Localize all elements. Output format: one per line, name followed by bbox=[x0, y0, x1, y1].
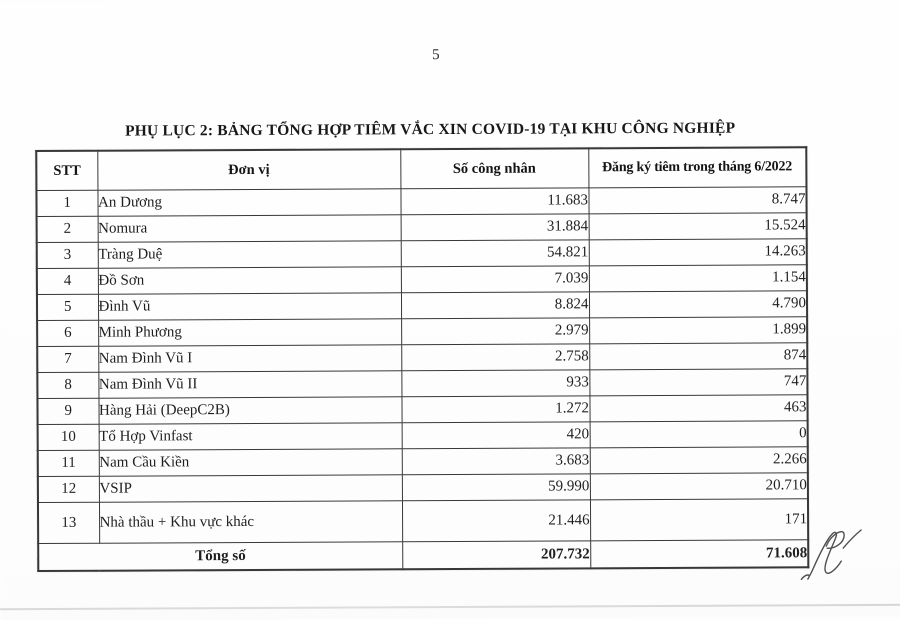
cell-stt: 1 bbox=[36, 190, 97, 216]
vaccination-summary-table bbox=[35, 146, 809, 572]
cell-dang-ky: 15.524 bbox=[589, 213, 807, 240]
total-so-cong-nhan: 207.732 bbox=[402, 541, 590, 569]
cell-so-cong-nhan: 1.272 bbox=[401, 396, 589, 423]
cell-dang-ky: 4.790 bbox=[589, 291, 807, 318]
scan-page-edge-line bbox=[0, 604, 900, 611]
cell-so-cong-nhan: 21.446 bbox=[402, 500, 590, 542]
table-row bbox=[37, 291, 807, 321]
cell-dang-ky: 0 bbox=[590, 421, 808, 448]
cell-don-vi: An Dương bbox=[97, 189, 400, 216]
table-header-row bbox=[36, 147, 806, 190]
cell-stt: 9 bbox=[37, 398, 98, 424]
header-so-cong-nhan: Số công nhân bbox=[400, 148, 588, 188]
table-row bbox=[37, 317, 807, 347]
cell-stt: 7 bbox=[37, 346, 98, 372]
table-total-row bbox=[38, 540, 808, 571]
cell-stt: 4 bbox=[37, 268, 98, 294]
cell-stt: 10 bbox=[38, 424, 99, 450]
cell-stt: 6 bbox=[37, 320, 98, 346]
header-dang-ky-tiem: Đăng ký tiêm trong tháng 6/2022 bbox=[588, 147, 806, 188]
table-row bbox=[38, 421, 808, 451]
cell-dang-ky: 874 bbox=[589, 343, 807, 370]
cell-stt: 3 bbox=[37, 242, 98, 268]
table-row bbox=[36, 187, 806, 217]
cell-dang-ky: 2.266 bbox=[590, 447, 808, 474]
cell-don-vi: Nomura bbox=[98, 215, 401, 242]
table-row bbox=[38, 499, 808, 544]
cell-don-vi: Nhà thầu + Khu vực khác bbox=[99, 501, 402, 543]
cell-don-vi: Tràng Duệ bbox=[98, 241, 401, 268]
cell-dang-ky: 1.899 bbox=[589, 317, 807, 344]
cell-don-vi: Nam Đình Vũ I bbox=[98, 345, 401, 372]
handwritten-signature-mark bbox=[793, 522, 871, 586]
cell-don-vi: Minh Phương bbox=[98, 319, 401, 346]
header-don-vi: Đơn vị bbox=[97, 149, 400, 190]
cell-don-vi: Nam Đình Vũ II bbox=[98, 371, 401, 398]
table-row bbox=[37, 265, 807, 295]
cell-so-cong-nhan: 2.758 bbox=[401, 344, 589, 371]
cell-don-vi: Hàng Hải (DeepC2B) bbox=[98, 397, 401, 424]
total-dang-ky: 71.608 bbox=[590, 540, 808, 569]
cell-dang-ky: 14.263 bbox=[589, 239, 807, 266]
cell-stt: 8 bbox=[37, 372, 98, 398]
cell-don-vi: Nam Cầu Kiền bbox=[99, 449, 402, 476]
cell-dang-ky: 8.747 bbox=[588, 187, 806, 214]
cell-stt: 5 bbox=[37, 294, 98, 320]
cell-so-cong-nhan: 54.821 bbox=[401, 240, 589, 267]
cell-dang-ky: 20.710 bbox=[590, 473, 808, 500]
cell-so-cong-nhan: 8.824 bbox=[401, 292, 589, 319]
cell-don-vi: Tổ Hợp Vinfast bbox=[99, 423, 402, 450]
cell-so-cong-nhan: 7.039 bbox=[401, 266, 589, 293]
cell-dang-ky: 171 bbox=[590, 499, 808, 541]
table-row bbox=[38, 447, 808, 477]
cell-so-cong-nhan: 59.990 bbox=[402, 474, 590, 501]
cell-stt: 11 bbox=[38, 450, 99, 476]
total-label: Tổng số bbox=[38, 542, 402, 571]
cell-so-cong-nhan: 31.884 bbox=[401, 214, 589, 241]
cell-stt: 12 bbox=[38, 476, 99, 502]
cell-don-vi: VSIP bbox=[99, 475, 402, 502]
cell-so-cong-nhan: 11.683 bbox=[400, 188, 588, 215]
table-row bbox=[37, 343, 807, 373]
cell-dang-ky: 463 bbox=[589, 395, 807, 422]
page-title: PHỤ LỤC 2: BẢNG TỔNG HỢP TIÊM VẮC XIN COVID-19 TẠI KHU CÔNG NGHIỆP bbox=[125, 119, 736, 140]
cell-so-cong-nhan: 933 bbox=[401, 370, 589, 397]
page-number: 5 bbox=[432, 47, 440, 64]
cell-don-vi: Đình Vũ bbox=[98, 293, 401, 320]
table-row bbox=[38, 473, 808, 503]
cell-stt: 13 bbox=[38, 502, 99, 543]
cell-so-cong-nhan: 3.683 bbox=[402, 448, 590, 475]
header-stt: STT bbox=[36, 151, 97, 191]
cell-so-cong-nhan: 2.979 bbox=[401, 318, 589, 345]
cell-so-cong-nhan: 420 bbox=[402, 422, 590, 449]
table-row bbox=[37, 395, 807, 425]
cell-dang-ky: 747 bbox=[589, 369, 807, 396]
table-row bbox=[37, 213, 807, 243]
cell-stt: 2 bbox=[37, 216, 98, 242]
table-row bbox=[37, 239, 807, 269]
cell-don-vi: Đồ Sơn bbox=[98, 267, 401, 294]
table-row bbox=[37, 369, 807, 399]
cell-dang-ky: 1.154 bbox=[589, 265, 807, 292]
